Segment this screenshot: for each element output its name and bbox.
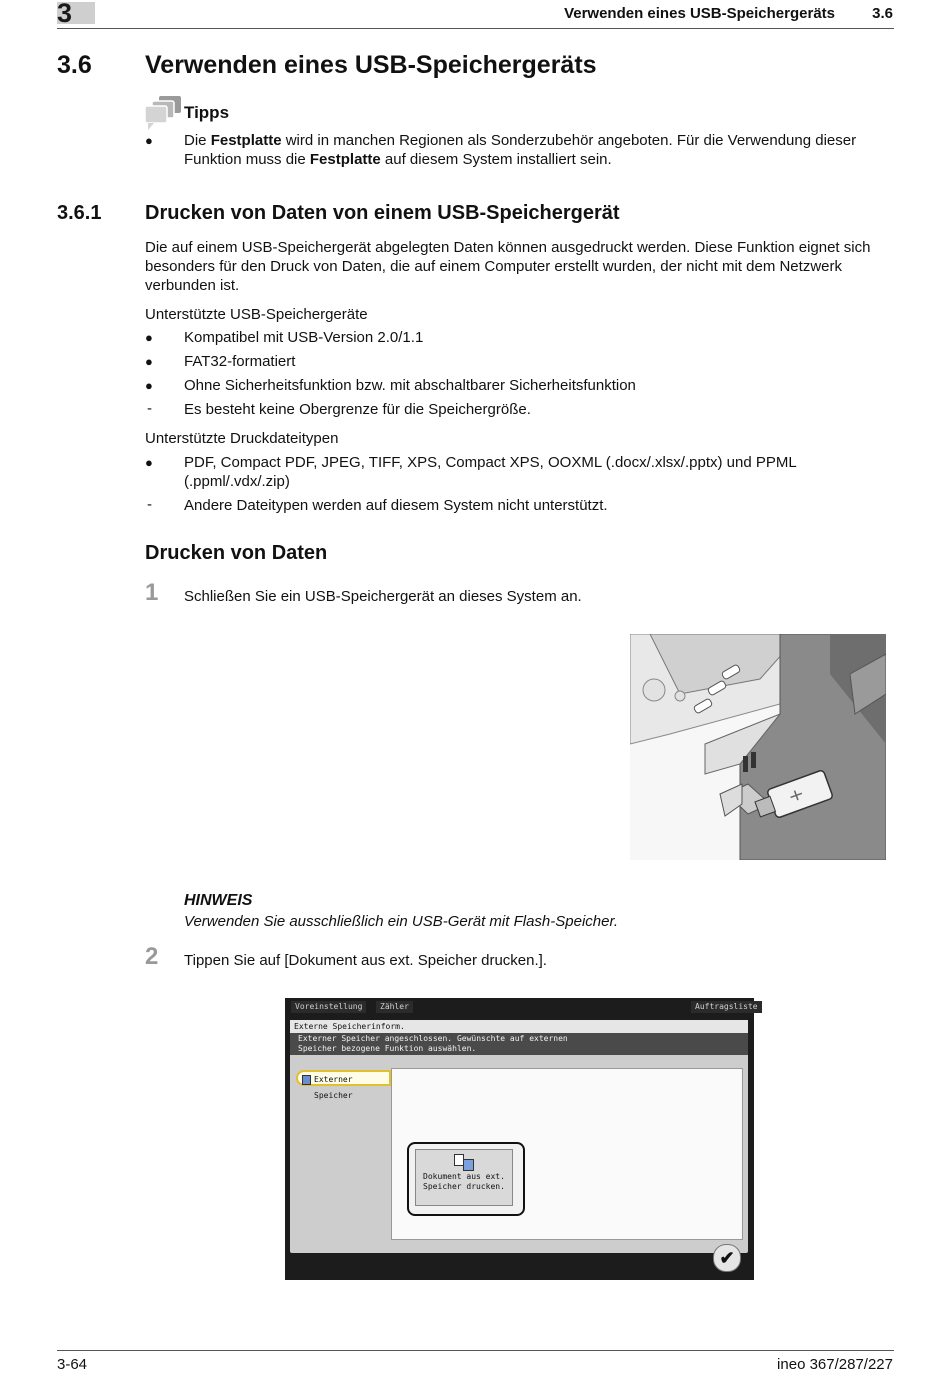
intro-paragraph: Die auf einem USB-Speichergerät abgelegten Daten können ausgedruckt werden. Diese Funktion eignet sich besonders für den Druck von Daten, die auf einem Computer erstellt wurden, der nicht mit dem Netzwerk verbunden ist. — [145, 239, 871, 294]
section-number: 3.6 — [57, 51, 92, 79]
list-item: Kompatibel mit USB-Version 2.0/1.1 — [184, 329, 424, 346]
tips-text: wird in manchen Regionen als Sonderzubehör angeboten. Für die Verwendung dieser Funktion muss die — [184, 132, 857, 168]
tips-bold: Festplatte — [309, 151, 381, 168]
note-label: HINWEIS — [184, 892, 253, 909]
document-usb-icon — [454, 1154, 474, 1170]
panel-screen — [290, 1020, 748, 1253]
bullet-icon: ● — [145, 455, 153, 470]
product-name: ineo 367/287/227 — [777, 1356, 893, 1373]
tips-text: auf diesem System installiert sein. — [380, 151, 612, 168]
section-title: Verwenden eines USB-Speichergeräts — [145, 51, 597, 79]
button-label-line: Speicher drucken. — [423, 1182, 505, 1191]
step-text: Tippen Sie auf [Dokument aus ext. Speicher drucken.]. — [184, 952, 547, 969]
check-icon[interactable]: ✔ — [713, 1244, 741, 1272]
list-item: PDF, Compact PDF, JPEG, TIFF, XPS, Compact XPS, OOXML (.docx/.xlsx/.pptx) und PPML (.ppml/.vdx/.zip) — [184, 454, 797, 490]
subsection-number: 3.6.1 — [57, 202, 102, 224]
list-note: Es besteht keine Obergrenze für die Speichergröße. — [184, 401, 531, 418]
step-number: 2 — [145, 943, 159, 970]
page-number: 3-64 — [57, 1356, 88, 1373]
panel-message-line: Externer Speicher angeschlossen. Gewünschte auf externen — [298, 1034, 568, 1043]
panel-title: Externe Speicherinform. — [290, 1020, 748, 1033]
usb-icon — [302, 1075, 311, 1085]
bullet-icon: ● — [145, 133, 153, 148]
procedure-title: Drucken von Daten — [145, 542, 328, 564]
tips-icon — [145, 96, 185, 132]
bullet-icon: ● — [145, 330, 153, 345]
dash-marker: - — [147, 400, 152, 417]
button-label-line: Dokument aus ext. — [423, 1172, 505, 1181]
header-divider — [57, 28, 894, 29]
list-note: Andere Dateitypen werden auf diesem System nicht unterstützt. — [184, 497, 608, 514]
tips-text: Die — [184, 132, 211, 149]
note-text: Verwenden Sie ausschließlich ein USB-Gerät mit Flash-Speicher. — [184, 913, 619, 930]
tips-item — [184, 131, 894, 169]
running-header-title: Verwenden eines USB-Speichergeräts — [564, 5, 835, 22]
chapter-number: 3 — [57, 0, 73, 28]
filetypes-heading: Unterstützte Druckdateitypen — [145, 430, 339, 447]
list-item: Ohne Sicherheitsfunktion bzw. mit abschaltbarer Sicherheitsfunktion — [184, 377, 636, 394]
highlight-outline — [407, 1142, 525, 1216]
print-from-external-memory-button[interactable] — [415, 1149, 513, 1206]
sidebar-item-external-storage[interactable] — [296, 1070, 391, 1100]
footer-divider — [57, 1350, 894, 1351]
running-header-section: 3.6 — [872, 5, 893, 22]
bullet-icon: ● — [145, 378, 153, 393]
subsection-title: Drucken von Daten von einem USB-Speichergerät — [145, 202, 620, 224]
tab-preset[interactable]: Voreinstellung — [291, 1001, 366, 1013]
devices-heading: Unterstützte USB-Speichergeräte — [145, 306, 368, 323]
dash-marker: - — [147, 496, 152, 513]
panel-message-line: Speicher bezogene Funktion auswählen. — [298, 1044, 477, 1053]
panel-message — [290, 1033, 748, 1055]
tab-job-list[interactable]: Auftragsliste — [691, 1001, 762, 1013]
step-text: Schließen Sie ein USB-Speichergerät an dieses System an. — [184, 588, 582, 605]
tips-label: Tipps — [184, 103, 230, 122]
tips-bold: Festplatte — [210, 132, 282, 149]
sidebar-item-label: Externer Speicher — [314, 1075, 353, 1100]
list-item: FAT32-formatiert — [184, 353, 296, 370]
usb-connection-illustration — [630, 634, 886, 860]
tab-counter[interactable]: Zähler — [376, 1001, 413, 1013]
control-panel-screenshot — [285, 998, 758, 1280]
step-number: 1 — [145, 579, 159, 606]
bullet-icon: ● — [145, 354, 153, 369]
